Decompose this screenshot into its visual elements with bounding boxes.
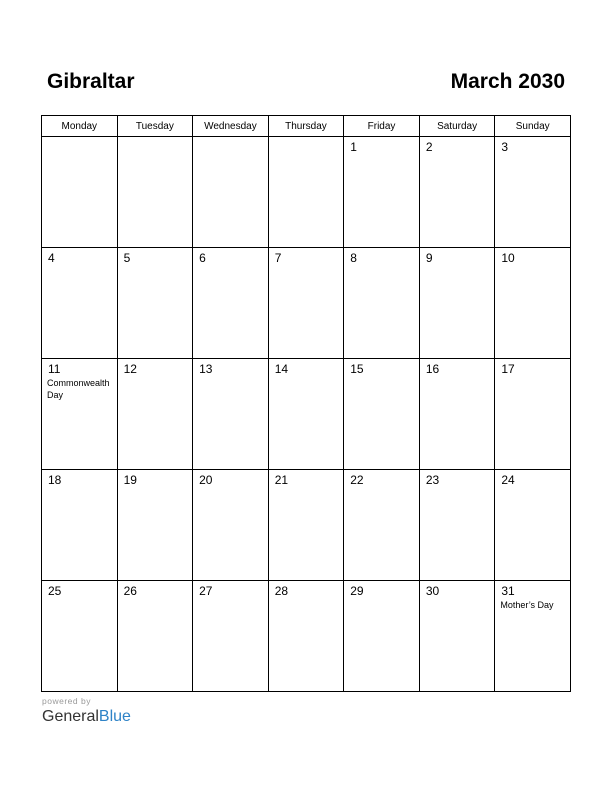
day-number: 17: [501, 362, 515, 376]
powered-by-label: powered by: [42, 696, 91, 706]
day-number: 2: [425, 140, 433, 154]
day-number: 6: [199, 251, 206, 265]
day-number: 10: [501, 251, 515, 265]
calendar-day-cell: [344, 470, 420, 581]
calendar-day-cell: [344, 359, 420, 470]
weekday-header: Friday: [344, 116, 420, 137]
day-number: 28: [274, 584, 289, 598]
calendar-month-title: March 2030: [450, 70, 565, 93]
calendar-day-cell: [193, 470, 269, 581]
calendar-day-cell: [193, 248, 269, 359]
calendar-week-row: [42, 581, 571, 692]
day-number: 15: [350, 362, 364, 376]
calendar-day-cell: [344, 248, 420, 359]
day-number: 29: [350, 584, 364, 598]
calendar-day-cell: [419, 470, 495, 581]
calendar-day-cell: [268, 581, 344, 692]
weekday-header-row: [42, 116, 571, 137]
weekday-header: Monday: [42, 116, 118, 137]
day-number: 3: [501, 140, 509, 154]
calendar-day-cell: [117, 581, 193, 692]
day-number: 14: [274, 362, 289, 376]
calendar-day-cell: [117, 470, 193, 581]
day-number: 8: [350, 251, 357, 265]
day-number: 7: [274, 251, 282, 265]
day-number: 11: [48, 362, 61, 376]
footer-branding: [42, 696, 131, 727]
day-number: 23: [425, 473, 440, 487]
calendar-week-row: [42, 137, 571, 248]
calendar-day-cell: [344, 137, 420, 248]
day-number: 1: [350, 140, 357, 154]
calendar-day-cell: [495, 470, 571, 581]
calendar-day-cell: [268, 248, 344, 359]
day-number: 18: [48, 473, 62, 487]
day-number: 27: [199, 584, 213, 598]
calendar-day-cell: [117, 137, 193, 248]
calendar-day-cell: [117, 359, 193, 470]
calendar-day-cell: [419, 359, 495, 470]
day-number: 4: [48, 251, 55, 265]
calendar-day-cell: [344, 581, 420, 692]
calendar-day-cell: [193, 137, 269, 248]
day-number: 26: [123, 584, 137, 598]
day-number: [42, 137, 117, 140]
calendar-day-cell: [117, 248, 193, 359]
calendar-day-cell: [495, 137, 571, 248]
calendar-region-title: Gibraltar: [47, 70, 135, 93]
day-number: 19: [123, 473, 137, 487]
weekday-header: Saturday: [419, 116, 495, 137]
day-number: [193, 137, 268, 140]
day-number: 20: [199, 473, 213, 487]
calendar-day-cell: [42, 470, 118, 581]
calendar-day-cell: [419, 137, 495, 248]
calendar-day-cell: [495, 581, 571, 692]
day-number: 5: [123, 251, 131, 265]
calendar-day-cell: [495, 359, 571, 470]
calendar-day-cell: [42, 248, 118, 359]
weekday-header: Tuesday: [117, 116, 193, 137]
day-number: 30: [425, 584, 440, 598]
weekday-header: Sunday: [495, 116, 571, 137]
day-number: 22: [350, 473, 364, 487]
brand-name-blue: Blue: [98, 708, 131, 725]
day-number: 21: [274, 473, 289, 487]
calendar-week-row: [42, 248, 571, 359]
calendar-day-cell: [419, 248, 495, 359]
weekday-header: Thursday: [268, 116, 344, 137]
day-number: 13: [199, 362, 213, 376]
weekday-header: Wednesday: [193, 116, 269, 137]
day-number: 25: [48, 584, 62, 598]
day-number: 31: [501, 584, 515, 598]
day-number: [269, 137, 344, 140]
day-number: 9: [425, 251, 433, 265]
calendar-grid: [41, 115, 571, 692]
calendar-day-cell: [268, 470, 344, 581]
holiday-label: Mother’s Day: [500, 600, 554, 610]
brand-logo: [42, 707, 131, 727]
calendar-day-cell: [42, 581, 118, 692]
calendar-day-cell: [495, 248, 571, 359]
brand-name-general: General: [42, 708, 99, 725]
calendar-week-row: [42, 359, 571, 470]
calendar-day-cell: [42, 359, 118, 470]
calendar-day-cell: [42, 137, 118, 248]
calendar-week-row: [42, 470, 571, 581]
day-number: [118, 137, 193, 140]
calendar-day-cell: [193, 359, 269, 470]
calendar-day-cell: [268, 359, 344, 470]
day-number: 16: [425, 362, 440, 376]
calendar-day-cell: [268, 137, 344, 248]
calendar-day-cell: [419, 581, 495, 692]
day-number: 12: [123, 362, 137, 376]
calendar-day-cell: [193, 581, 269, 692]
holiday-label: Commonwealth Day: [47, 378, 110, 400]
day-number: 24: [501, 473, 515, 487]
